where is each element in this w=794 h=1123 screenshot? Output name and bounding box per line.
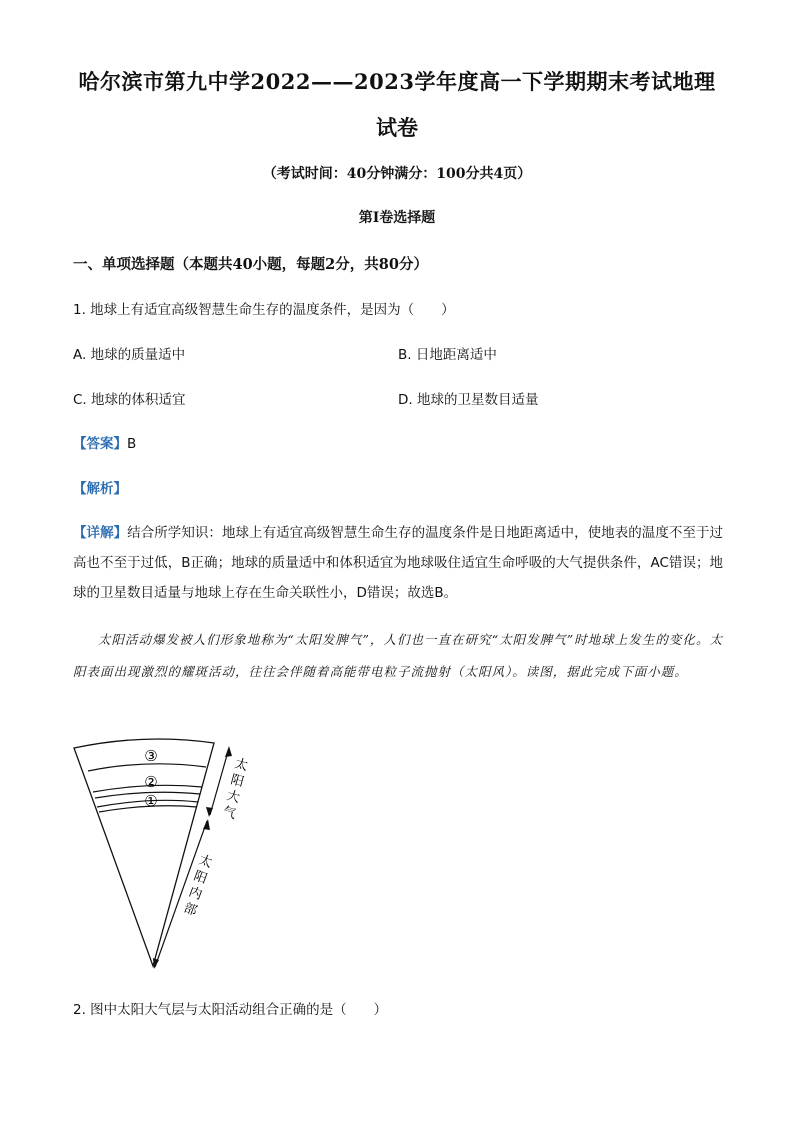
question-1-option-a: A. 地球的质量适中 [73,347,186,363]
atmosphere-arrow-head-bottom [206,807,213,817]
svg-text:太: 太 [196,852,214,872]
question-1-stem: 1. 地球上有适宜高级智慧生命生存的温度条件，是因为（ ） [73,302,455,318]
question-2-stem: 2. 图中太阳大气层与太阳活动组合正确的是（ ） [73,1002,388,1018]
question-1-option-c: C. 地球的体积适宜 [73,392,186,408]
question-1-option-d: D. 地球的卫星数目适量 [398,392,539,408]
analysis-line [73,477,127,497]
detail-label: 【详解】 [73,525,128,541]
answer-line [73,432,136,452]
sun-structure-diagram [65,735,255,975]
exam-info: （考试时间：40分钟满分：100分共4页） [262,166,532,182]
question-1-option-b: B. 日地距离适中 [398,347,497,363]
svg-text:气: 气 [220,804,238,823]
svg-text:部: 部 [181,900,199,920]
label-solar-atmosphere [221,755,250,822]
atmosphere-arrow-head-top [225,746,232,757]
exam-title-line2: 试卷 [376,115,418,140]
answer-value: B [127,436,137,452]
layer-2-label: ② [144,773,158,791]
part-title: 第Ⅰ卷选择题 [358,210,436,226]
svg-text:阳: 阳 [191,868,209,888]
svg-text:大: 大 [224,788,242,807]
answer-label: 【答案】 [73,436,127,452]
detail-text: 结合所学知识：地球上有适宜高级智慧生命生存的温度条件是日地距离适中，使地表的温度不至于过高也不至于过低，B正确；地球的质量适中和体积适宜为地球吸住适宜生命呼吸的大气提供条件，AC错误；地球的卫星数目适量与地球上存在生命关联性小，D错误；故选B。 [73,525,724,601]
svg-text:太: 太 [232,756,250,775]
label-solar-interior [182,852,215,919]
reading-material: 太阳活动爆发被人们形象地称为“太阳发脾气”，人们也一直在研究“太阳发脾气”时地球上发生的变化。太阳表面出现激烈的耀斑活动，往往会伴随着高能带电粒子流抛射（太阳风）。读图，据此完成下面小题。 [73,632,723,679]
section-title: 一、单项选择题（本题共40小题，每题2分，共80分） [73,256,428,273]
layer-1-label: ① [144,792,158,810]
svg-text:阳: 阳 [228,772,246,791]
analysis-label: 【解析】 [73,481,127,497]
layer-3-label: ③ [144,747,158,765]
interior-arrow-head-top [203,819,210,830]
detail-paragraph [73,518,723,608]
exam-title-line1: 哈尔滨市第九中学2022——2023学年度高一下学期期末考试地理 [78,69,716,94]
svg-text:内: 内 [186,884,204,904]
